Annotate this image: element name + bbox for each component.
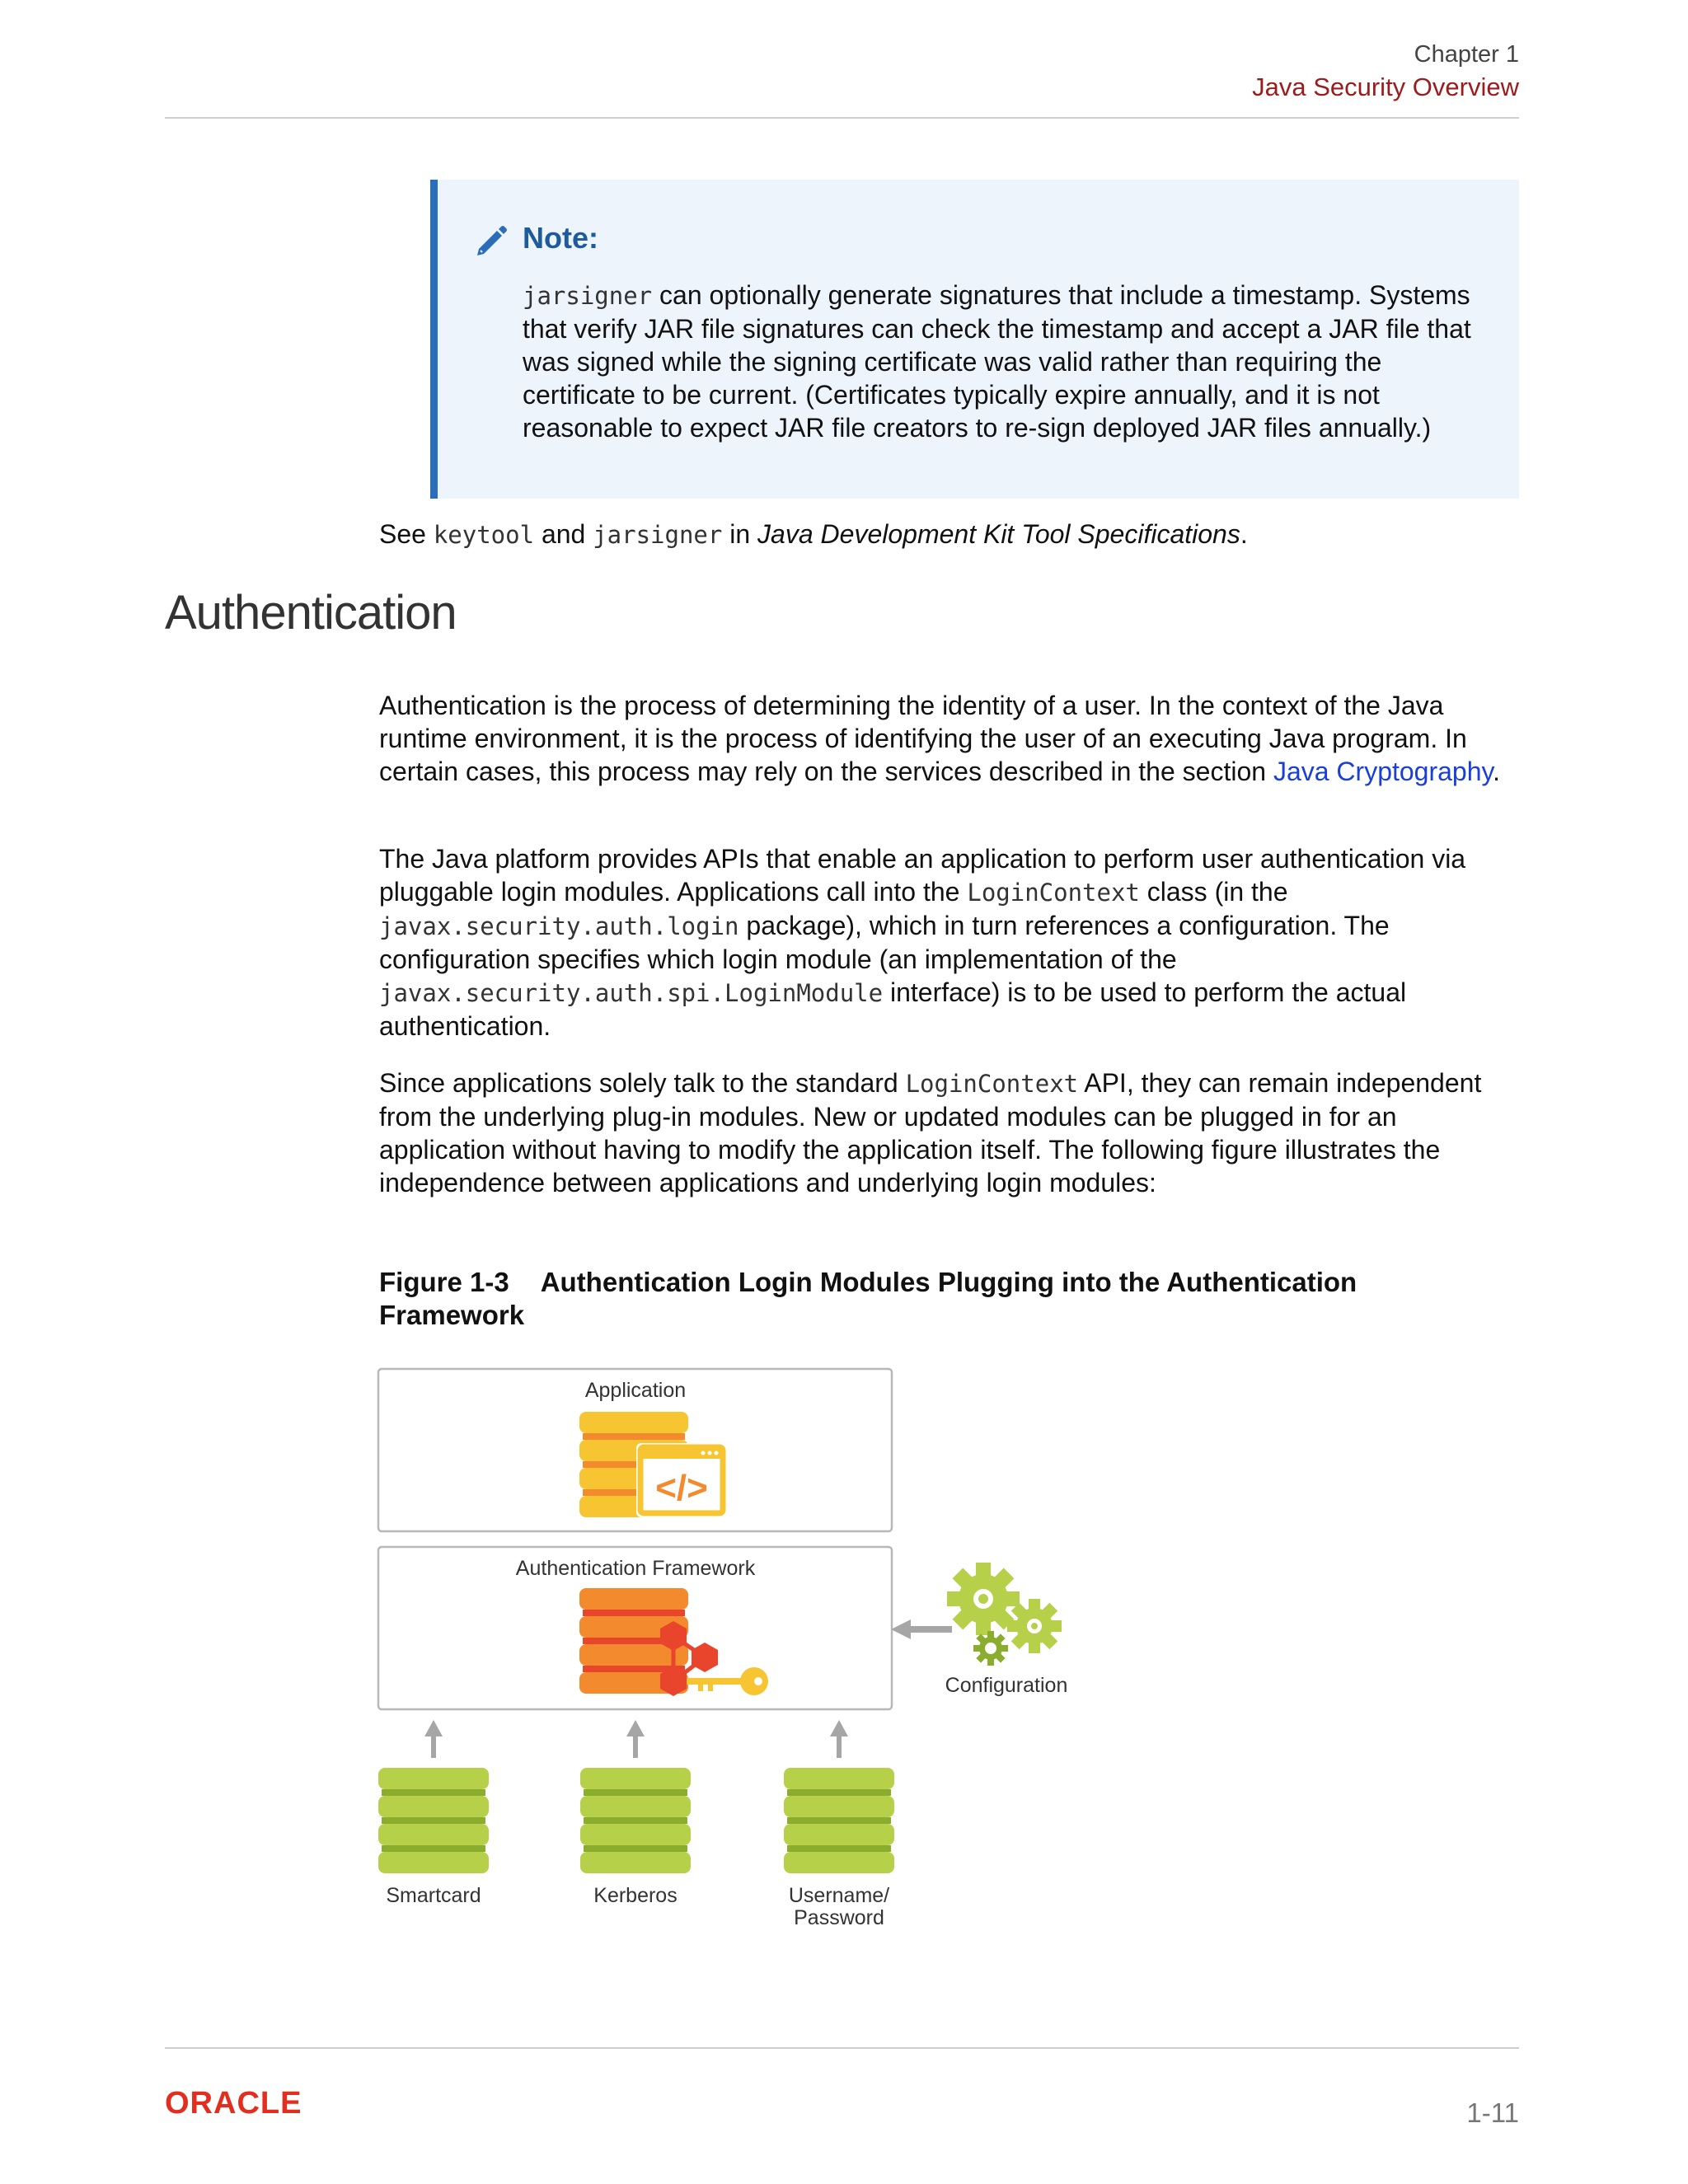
- username-password-module-icon: [784, 1768, 894, 1873]
- figure-caption: [379, 1266, 1451, 1332]
- code-auth-login-package: javax.security.auth.login: [379, 912, 739, 940]
- java-cryptography-link[interactable]: Java Cryptography: [1273, 757, 1493, 786]
- see-in: in: [722, 519, 758, 549]
- p2-t1: The Java platform provides APIs that enable an application to perform user authentication via pluggable login modules. Applications call into the: [379, 844, 1466, 907]
- figure-caption-text: Authentication Login Modules Plugging into the Authentication Framework: [379, 1267, 1357, 1330]
- figure-number: Figure 1-3: [379, 1267, 509, 1297]
- authentication-diagram: [375, 1364, 1100, 1941]
- see-also-line: [379, 518, 1525, 551]
- configuration-label: Configuration: [945, 1674, 1068, 1697]
- header-chapter: Chapter 1: [1414, 41, 1519, 68]
- oracle-logo: [165, 2085, 346, 2118]
- code-logincontext: LoginContext: [967, 879, 1140, 907]
- note-heading: Note:: [523, 221, 598, 255]
- paragraph-1: [379, 689, 1525, 788]
- p3-t2: API, they can remain independent from the underlying plug-in modules. New or updated modules can be plugged in for an application without having to modify the application itself. The following figure illustrates the independence between applications and underlying login modules:: [379, 1068, 1482, 1197]
- p2-t2: class (in the: [1139, 877, 1288, 907]
- code-keytool: keytool: [433, 521, 535, 549]
- smartcard-label: Smartcard: [386, 1884, 481, 1907]
- svg-text:ORACLE: ORACLE: [165, 2086, 302, 2118]
- book-title: Java Development Kit Tool Specifications: [757, 519, 1240, 549]
- code-symbol: </>: [655, 1468, 708, 1508]
- application-label: Application: [584, 1379, 687, 1402]
- framework-label: Authentication Framework: [515, 1557, 756, 1580]
- kerberos-module-icon: [580, 1768, 691, 1873]
- note-text: can optionally generate signatures that include a timestamp. Systems that verify JAR file signatures can check the timestamp and accept a JAR file that was signed while the signing certificate was valid rather than requiring the certificate to be current. (Certificates typically expire annually, and it is not reasonable to expect JAR file creators to re-sign deployed JAR files annually.): [523, 280, 1471, 443]
- page-number: 1-11: [1466, 2097, 1519, 2128]
- kerberos-label: Kerberos: [593, 1884, 678, 1907]
- password-label: Password: [794, 1906, 884, 1929]
- footer-divider: [165, 2047, 1519, 2049]
- username-label: Username/: [788, 1884, 890, 1907]
- code-jarsigner-ref: jarsigner: [593, 521, 723, 549]
- pencil-icon: [472, 223, 510, 260]
- code-loginmodule: javax.security.auth.spi.LoginModule: [379, 979, 884, 1007]
- section-title: Authentication: [165, 586, 457, 640]
- note-body: [523, 279, 1495, 444]
- module-arrows: [424, 1720, 848, 1758]
- p2-t3: package), which in turn references a configuration. The configuration specifies which login module (an implementation of the: [379, 911, 1390, 974]
- p3-t1: Since applications solely talk to the standard: [379, 1068, 906, 1098]
- p2-t4: interface) is to be used to perform the actual authentication.: [379, 977, 1407, 1041]
- see-prefix: See: [379, 519, 434, 549]
- code-logincontext-2: LoginContext: [905, 1070, 1079, 1098]
- p1-text: Authentication is the process of determining the identity of a user. In the context of the Java runtime environment, it is the process of identifying the user of an executing Java program. In certain cases, this process may rely on the services described in the section: [379, 691, 1467, 786]
- paragraph-3: [379, 1066, 1525, 1199]
- p1-end: .: [1493, 757, 1501, 786]
- note-box: [430, 180, 1519, 499]
- header-divider: [165, 117, 1519, 119]
- code-jarsigner: jarsigner: [523, 282, 653, 310]
- configuration-gears-icon: [891, 1563, 1062, 1666]
- see-end: .: [1240, 519, 1248, 549]
- header-chapter-title: Java Security Overview: [1252, 73, 1519, 101]
- smartcard-module-icon: [378, 1768, 489, 1873]
- see-and: and: [534, 519, 593, 549]
- paragraph-2: [379, 842, 1525, 1043]
